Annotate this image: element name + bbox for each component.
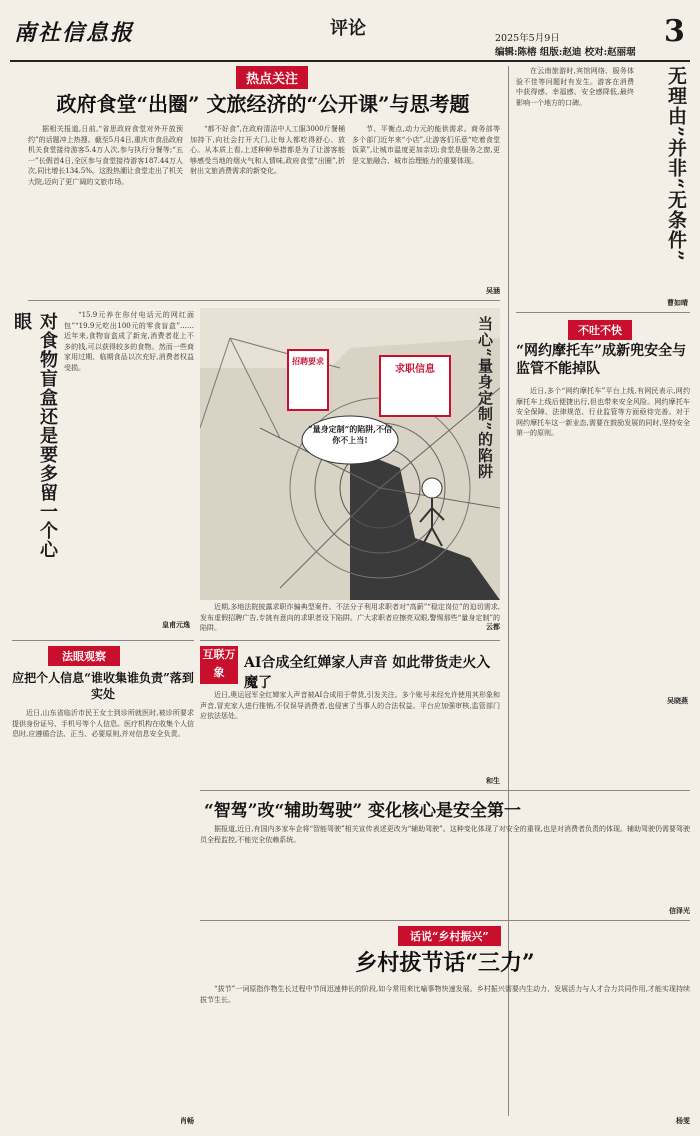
staff-credits: 编辑:陈榕 组版:赵迪 校对:赵丽琚 bbox=[495, 47, 636, 58]
left-mid-body: “15.9元养在你付电话元的网红面包”“19.9元吃出100元的零食盲盒”……近年来,食物盲盒成了新宠,消费者花上不多的钱,可以获得较多的食物。然而一些商家用过期、临期食品以次充好,消费者权益受损。 bbox=[64, 311, 194, 372]
driving-top-divider bbox=[200, 790, 690, 791]
newspaper-logo: 南社信息报 bbox=[14, 20, 135, 46]
rural-body: “拔节”一词原指作物生长过程中节间迅速伸长的阶段,如今常用来比喻事物快速发展。乡村振兴需要内生动力、发展活力与人才合力共同作用,才能实现持续拔节生长。 bbox=[200, 985, 690, 1004]
cartoon-caption: 近期,多地法院披露求职诈骗典型案件。不法分子利用求职者对“高薪”“稳定岗位”的迫切需求,发布虚假招聘广告,专挑有意向的求职者设下陷阱。广大求职者应擦亮双眼,警惕那些“量身定制”的陷阱。 bbox=[200, 603, 500, 632]
masthead-rule bbox=[10, 60, 690, 62]
rural-headline: 乡村拔节话“三力” bbox=[355, 950, 535, 976]
left-mid-author: 皇甫元逸 bbox=[162, 620, 190, 629]
right-top-divider bbox=[516, 312, 690, 313]
rural-kicker: 话说“乡村振兴” bbox=[398, 926, 501, 946]
cartoon-speech-bubble: “量身定制”的陷阱,不信你不上当! bbox=[308, 424, 392, 445]
ai-headline: AI合成全红婵家人声音 如此带货走火入魔了 bbox=[244, 655, 491, 691]
page-number: 3 bbox=[664, 14, 685, 49]
lead-column-2: “都不好食”,在政府清洁中人工服3000斤餐桶加持下,向社会打开大门,让每人都吃得舒心、放心。从本质上看,上述种种举措都是为了让游客能够感受当地的烟火气和人情味,政府食堂“出圈”,折射出文旅消费需求的新变化。 bbox=[190, 125, 345, 175]
right-top-body: 在云南旅游时,宾馆网络、服务体验不佳等问题时有发生。游客在消费中获得感、幸福感、安全感降低,最终影响一个地方的口碑。 bbox=[516, 67, 634, 107]
cartoon-credit: 云都 bbox=[486, 622, 500, 631]
lead-headline: 政府食堂“出圈” 文旅经济的“公开课”与思考题 bbox=[56, 92, 470, 116]
law-author: 肖畅 bbox=[180, 1116, 194, 1125]
cartoon-sign-large: 求职信息 bbox=[395, 364, 435, 375]
law-kicker: 法眼观察 bbox=[48, 646, 120, 666]
right-mid-kicker: 不吐不快 bbox=[568, 320, 632, 340]
ai-author: 和生 bbox=[486, 776, 500, 785]
rural-author: 杨雯 bbox=[676, 1116, 690, 1125]
cartoon-scene bbox=[200, 308, 500, 600]
ai-body: 近日,奥运冠军全红婵家人声音被AI合成用于带货,引发关注。多个账号未经允许使用其形象和声音,冒充家人进行推销,不仅误导消费者,也侵害了当事人的合法权益。平台应加强审核,监管部门应依法惩处。 bbox=[200, 691, 500, 720]
left-mid-headline: 对食物盲盒还是要多留一个心眼 bbox=[11, 312, 58, 559]
lead-kicker: 热点关注 bbox=[236, 66, 308, 89]
lead-column-1: 据相关报道,日前,“省思政府食堂对外开放预约”的话题冲上热搜。截至5月4日,重庆市食品政府机关食堂接待游客5.4万人次,参与执行分餐等;“五一”长假首4日,全区参与食堂接待游客187.44万人次,同比增长134.5%。这股热潮让食堂走出了机关大院,迈向了更广阔的文旅市场。 bbox=[28, 125, 183, 186]
ai-top-divider bbox=[200, 640, 500, 641]
law-body: 近日,山东省临沂市民王女士到诊所就医时,被诊所要求提供身份证号、手机号等个人信息。医疗机构在收集个人信息时,应遵循合法、正当、必要原则,并对信息安全负责。 bbox=[12, 709, 194, 738]
driving-body: 据报道,近日,有国内多家车企将“智能驾驶”相关宣传表述更改为“辅助驾驶”。这种变化体现了对安全的重视,也是对消费者负责的体现。辅助驾驶仍需要驾驶员全程监控,不能完全依赖系统。 bbox=[200, 825, 690, 844]
lead-column-3: 节、平衡点,动力元的能供需求。商务部等多个部门近年来“小店”,让游客们乐意“吃着食堂饭菜”,让城市温度更加亲切;食堂是服务之窗,更是文旅融合、城市治理能力的重要体现。 bbox=[352, 125, 500, 165]
cartoon-title: 当心“量身定制”的陷阱 bbox=[476, 316, 494, 480]
law-top-divider bbox=[12, 640, 194, 641]
lead-divider bbox=[28, 300, 500, 301]
cartoon-illustration bbox=[200, 308, 500, 600]
cartoon-sign-small: 招聘要求 bbox=[292, 356, 324, 366]
right-mid-body: 近日,多个“网约摩托车”平台上线,有网民表示,网约摩托车上线后便捷出行,但也带来安全风险。网约摩托车安全保障、法律规范、行业监管等方面亟待完善。对于网约摩托车这一新业态,需要在鼓励发展的同时,坚持安全第一的原则。 bbox=[516, 387, 690, 437]
lead-author: 吴涵 bbox=[486, 286, 500, 295]
law-headline: 应把个人信息“谁收集谁负责”落到实处 bbox=[12, 671, 194, 701]
right-top-headline: 无理由”并非“无条件” bbox=[665, 66, 687, 262]
ai-kicker: 互联万象 bbox=[200, 646, 238, 684]
masthead bbox=[0, 0, 700, 62]
right-top-author: 曹如晴 bbox=[667, 298, 688, 307]
issue-date: 2025年5月9日 bbox=[495, 33, 560, 44]
section-title: 评论 bbox=[330, 18, 366, 39]
rural-top-divider bbox=[200, 920, 690, 921]
right-mid-author: 吴晓燕 bbox=[667, 696, 688, 705]
driving-author: 信泽光 bbox=[669, 906, 690, 915]
right-mid-headline: “网约摩托车”成新兜安全与监管不能掉队 bbox=[516, 343, 687, 377]
driving-headline: “智驾”改“辅助驾驶” 变化核心是安全第一 bbox=[204, 801, 522, 821]
